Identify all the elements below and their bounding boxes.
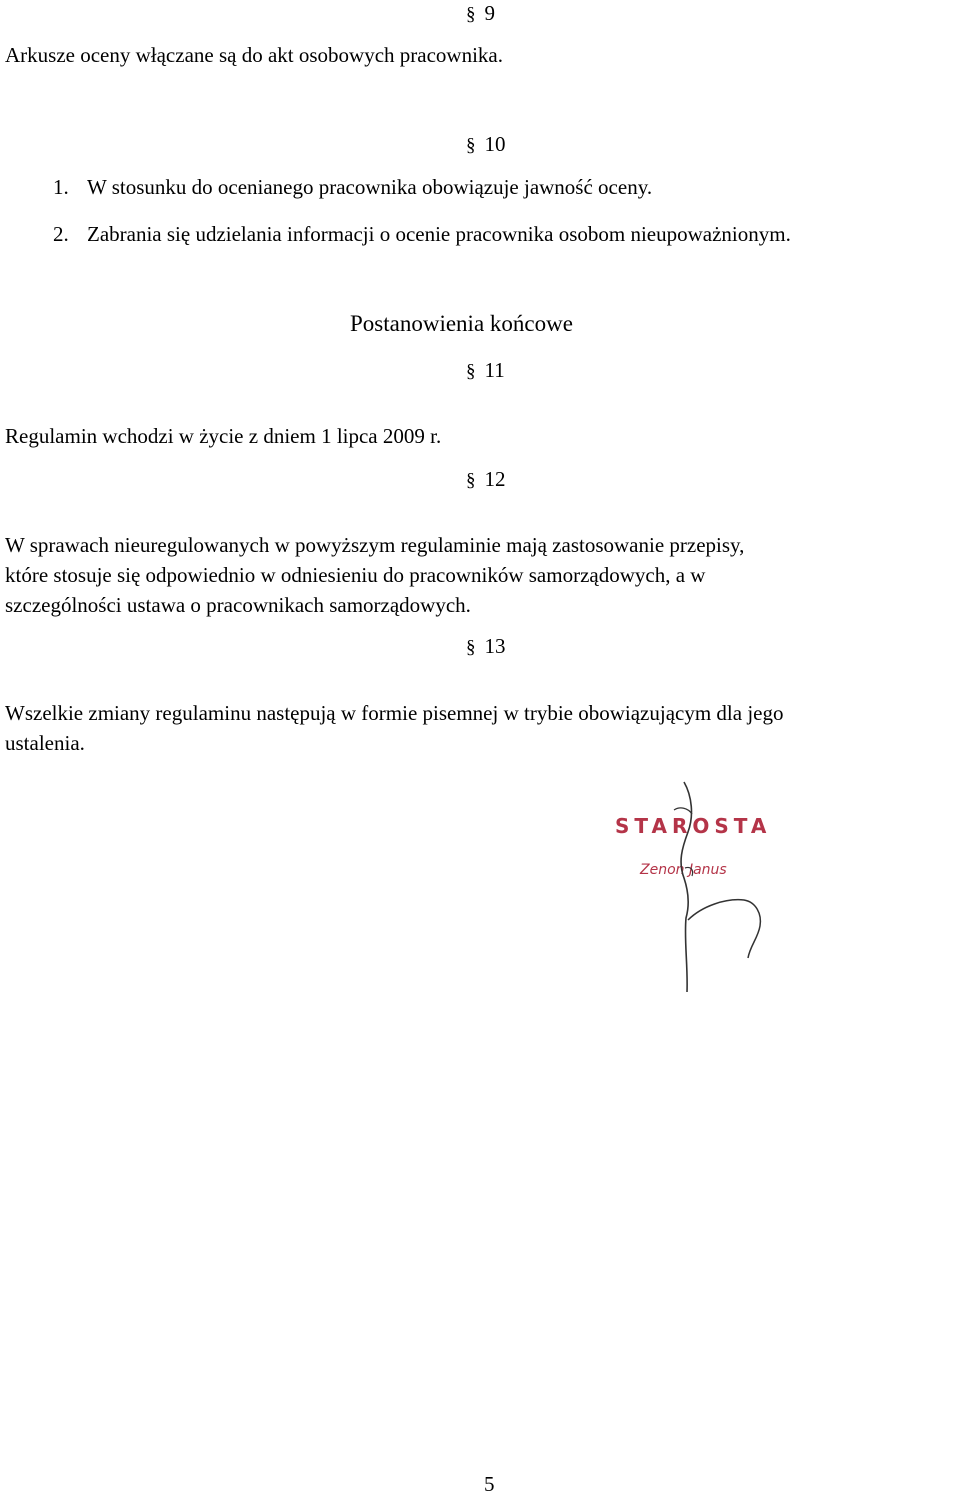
- section-11-heading: [466, 357, 505, 385]
- list-item-text: W stosunku do ocenianego pracownika obowiązuje jawność oceny.: [87, 175, 653, 199]
- paragraph-11-text: Regulamin wchodzi w życie z dniem 1 lipca 2009 r.: [5, 424, 442, 448]
- section-number: 10: [484, 132, 506, 156]
- section-13-heading: [466, 633, 506, 661]
- paragraph-12-line: W sprawach nieuregulowanych w powyższym regulaminie mają zastosowanie przepisy,: [5, 533, 745, 557]
- list-item-number: 2.: [53, 222, 69, 246]
- section-number: 13: [484, 634, 506, 658]
- paragraph-13-line: Wszelkie zmiany regulaminu następują w formie pisemnej w trybie obowiązującym dla jego: [5, 701, 784, 725]
- section-10-heading: [466, 131, 506, 159]
- final-provisions-heading: Postanowienia końcowe: [350, 311, 573, 336]
- paragraph-9-text: Arkusze oceny włączane są do akt osobowych pracownika.: [5, 43, 503, 67]
- page-number: 5: [484, 1472, 495, 1496]
- handwritten-signature: [608, 770, 798, 1000]
- section-mark: §: [466, 637, 476, 658]
- stamp-name: Zenon Janus: [640, 862, 727, 878]
- paragraph-13-line: ustalenia.: [5, 731, 85, 755]
- stamp-title: STAROSTA: [615, 814, 772, 838]
- section-mark: §: [466, 135, 476, 156]
- section-9-heading: [466, 0, 495, 28]
- section-mark: §: [466, 361, 476, 382]
- section-number: 9: [484, 1, 495, 25]
- list-item: [53, 174, 652, 200]
- section-mark: §: [466, 4, 476, 25]
- section-number: 11: [484, 358, 505, 382]
- paragraph-12-line: które stosuje się odpowiednio w odniesieniu do pracowników samorządowych, a w: [5, 563, 706, 587]
- paragraph-12-line: szczególności ustawa o pracownikach samorządowych.: [5, 593, 471, 617]
- list-item: [53, 221, 791, 247]
- list-item-text: Zabrania się udzielania informacji o ocenie pracownika osobom nieupoważnionym.: [87, 222, 791, 246]
- list-item-number: 1.: [53, 175, 69, 199]
- section-12-heading: [466, 466, 506, 494]
- official-stamp: [608, 770, 798, 1000]
- section-number: 12: [484, 467, 506, 491]
- section-mark: §: [466, 470, 476, 491]
